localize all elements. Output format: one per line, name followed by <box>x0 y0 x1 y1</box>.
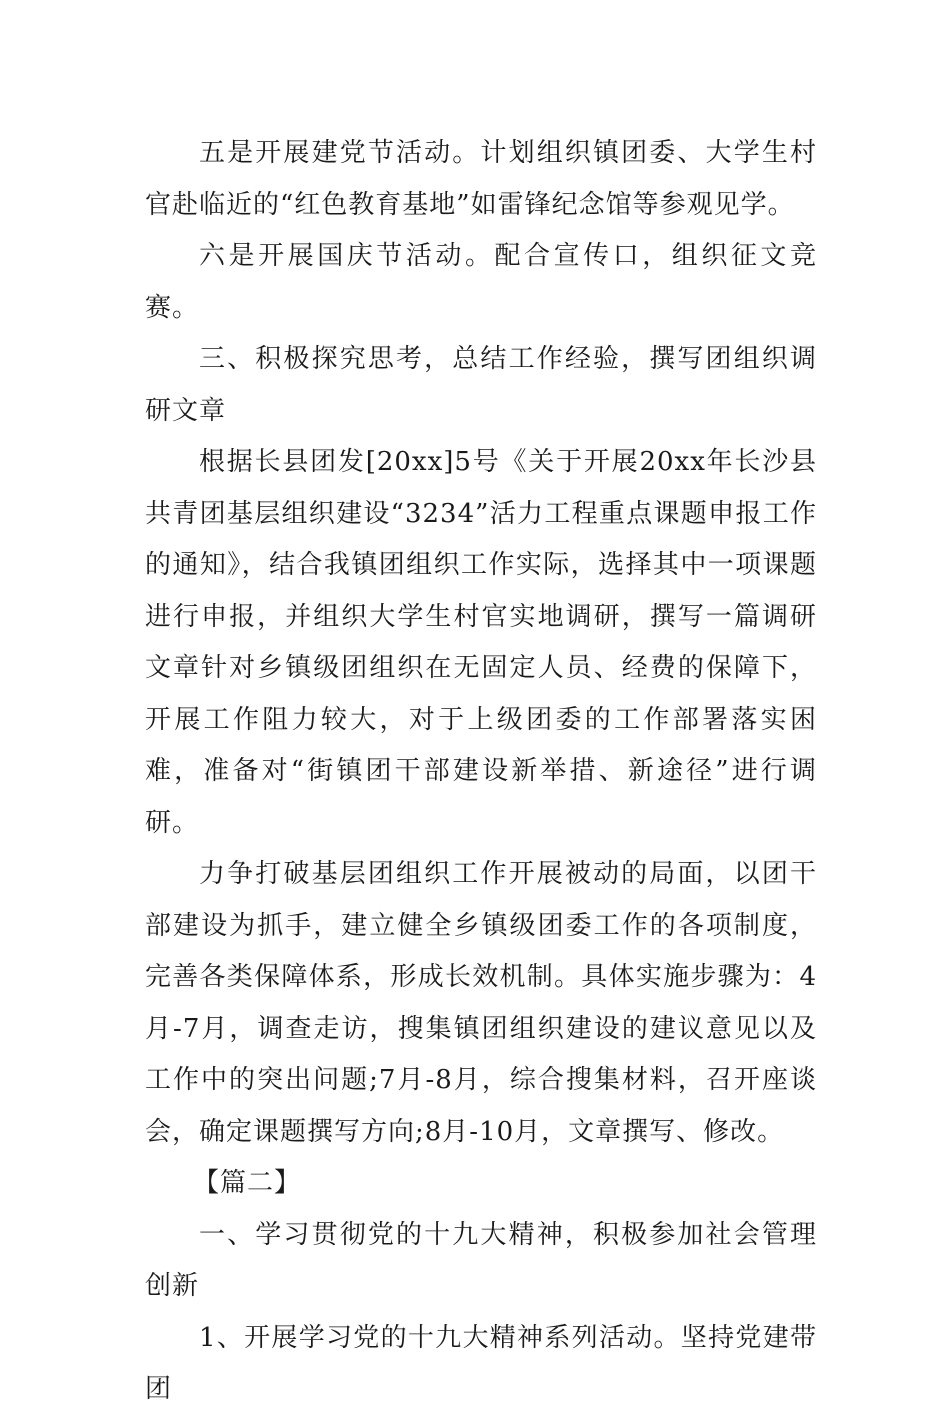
document-page <box>145 128 817 1416</box>
heading-research: 三、积极探究思考，总结工作经验，撰写团组织调研文章 <box>145 344 817 426</box>
paragraph-guoqing: 六是开展国庆节活动。配合宣传口，组织征文竞赛。 <box>145 241 817 323</box>
paragraph-study-activities: 1、开展学习党的十九大精神系列活动。坚持党建带团 <box>145 1322 817 1404</box>
paragraph-notice: 根据长县团发[20xx]5号《关于开展20xx年长沙县共青团基层组织建设“3234”活力工程重点课题申报工作的通知》，结合我镇团组织工作实际，选择其中一项课题进行申报，并组织大学生村官实地调研，撰写一篇调研文章针对乡镇级团组织在无固定人员、经费的保障下，开展工作阻力较大，对于上级团委的工作部署落实困难，准备对“街镇团干部建设新举措、新途径”进行调研。 <box>145 447 817 838</box>
heading-study: 一、学习贯彻党的十九大精神，积极参加社会管理创新 <box>145 1219 817 1301</box>
section-label: 【篇二】 <box>193 1168 302 1198</box>
paragraph-steps: 力争打破基层团组织工作开展被动的局面，以团干部建设为抓手，建立健全乡镇级团委工作的各项制度，完善各类保障体系，形成长效机制。具体实施步骤为：4月-7月，调查走访，搜集镇团组织建设的建议意见以及工作中的突出问题;7月-8月，综合搜集材料，召开座谈会，确定课题撰写方向;8月-10月，文章撰写、修改。 <box>145 859 817 1147</box>
paragraph-jiandang: 五是开展建党节活动。计划组织镇团委、大学生村官赴临近的“红色教育基地”如雷锋纪念馆等参观见学。 <box>145 138 817 220</box>
